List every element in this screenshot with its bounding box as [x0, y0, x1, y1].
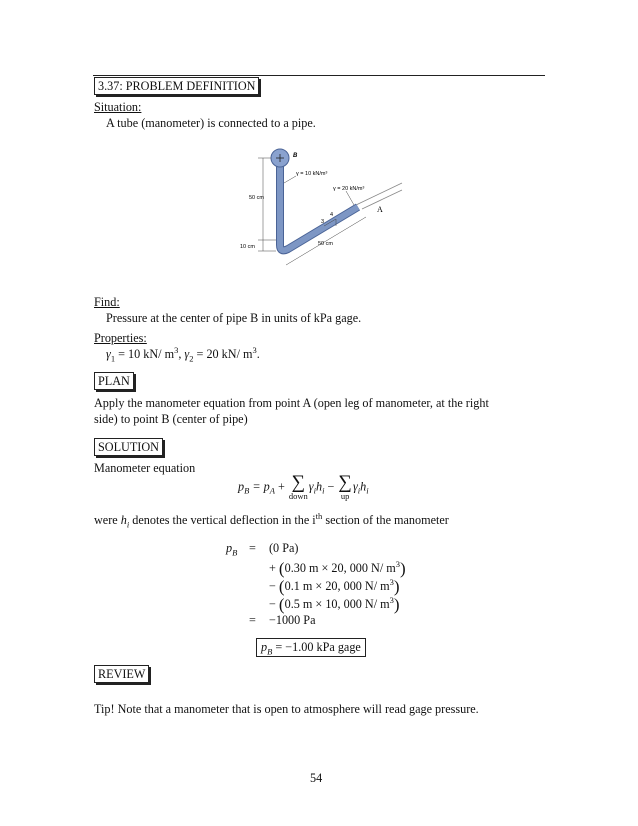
- sum-down-sigma: ∑: [291, 472, 306, 493]
- properties-end: .: [256, 347, 260, 361]
- gamma1-value: = 10 kN/ m: [115, 347, 175, 361]
- gamma2-label: γ = 20 kN/m³: [333, 186, 365, 192]
- review-text: Tip! Note that a manometer that is open to atmosphere will read gage pressure.: [94, 702, 479, 716]
- solution-label: SOLUTION: [98, 440, 159, 454]
- paren-open-4: (: [278, 595, 285, 614]
- term2-gamma-sub: i: [357, 485, 361, 496]
- note-h: h: [120, 513, 127, 527]
- plan-line-2: side) to point B (center of pipe): [94, 412, 248, 426]
- sum-down-limit: down: [288, 491, 308, 501]
- label-b: B: [293, 153, 298, 159]
- term1-h: h: [315, 479, 323, 494]
- calc-line-3: [269, 577, 400, 597]
- calc-line-2-exp: 3: [395, 558, 400, 569]
- page-number: 54: [310, 771, 323, 785]
- gamma2-symbol: γ: [184, 347, 190, 361]
- eq-plus: +: [274, 479, 288, 494]
- paren-open-2: (: [278, 559, 285, 578]
- answer-box: [256, 638, 366, 657]
- solution-intro: Manometer equation: [94, 461, 196, 475]
- gamma1-label: γ = 10 kN/m³: [296, 171, 328, 177]
- slope-run: 4: [330, 212, 334, 218]
- note-post: section of the manometer: [322, 513, 449, 527]
- answer-p: p: [261, 640, 268, 654]
- note-h-sub: i: [126, 519, 130, 530]
- slope-rise: 3: [321, 219, 325, 225]
- properties-label: Properties:: [94, 331, 147, 345]
- term2-gamma: γ: [352, 479, 358, 494]
- plan-box: [94, 372, 134, 390]
- answer-text: = −1.00 kPa gage: [272, 640, 361, 654]
- properties-sep: ,: [178, 347, 185, 361]
- term2-h: h: [360, 479, 367, 494]
- calc-line-4-text: 0.5 m × 10, 000 N/ m: [284, 597, 390, 611]
- calc-line-3-sign: −: [269, 579, 276, 593]
- answer-sub: B: [267, 646, 273, 657]
- calc-lhs: [226, 541, 237, 556]
- sum-up-sigma: ∑: [338, 472, 352, 493]
- situation-label: Situation:: [94, 100, 142, 114]
- gamma1-leader: [284, 176, 296, 183]
- dim-50cm-vertical: 50 cm: [249, 195, 264, 201]
- calc-line-4-sign: −: [269, 597, 276, 611]
- manometer-equation: [238, 474, 369, 501]
- gamma1-exp: 3: [174, 344, 179, 355]
- manometer-tube-fill: [280, 165, 358, 250]
- note-th: th: [315, 510, 323, 521]
- calc-line-3-text: 0.1 m × 20, 000 N/ m: [284, 579, 390, 593]
- calc-line-4: [269, 595, 400, 615]
- term2-h-sub: i: [366, 485, 369, 496]
- sum-down: [289, 474, 308, 501]
- plan-line-1: Apply the manometer equation from point A (open leg of manometer, at the right: [94, 396, 489, 410]
- paren-close-2: ): [400, 559, 406, 578]
- eq-mid: = p: [249, 479, 270, 494]
- calc-line-4-exp: 3: [389, 594, 394, 605]
- header-rule: [93, 75, 545, 76]
- dim-50cm-slope: 50 cm: [318, 241, 333, 247]
- calc-result: −1000 Pa: [269, 613, 316, 627]
- eq-lhs-sub: B: [244, 485, 250, 496]
- calc-line-2-sign: +: [269, 561, 276, 575]
- gamma1-sub: 1: [110, 353, 116, 364]
- calc-lhs-p: p: [226, 541, 233, 555]
- gamma1-symbol: γ: [106, 347, 111, 361]
- gamma2-value: = 20 kN/ m: [193, 347, 253, 361]
- eq-minus: −: [324, 479, 338, 494]
- calc-lhs-sub: B: [232, 547, 238, 558]
- solution-box: [94, 438, 163, 456]
- find-text: Pressure at the center of pipe B in units of kPa gage.: [106, 311, 362, 325]
- term1-gamma-sub: i: [313, 485, 316, 496]
- calc-eq-1: =: [249, 541, 256, 555]
- calc-line-3-exp: 3: [389, 576, 394, 587]
- calc-line-2-text: 0.30 m × 20, 000 N/ m: [284, 561, 396, 575]
- calc-eq-2: =: [249, 613, 256, 627]
- calc-line-1: (0 Pa): [269, 541, 299, 555]
- gamma2-leader: [346, 191, 354, 205]
- term1-h-sub: i: [322, 485, 325, 496]
- eq-lhs: p: [238, 479, 245, 494]
- note-pre: were: [94, 513, 121, 527]
- review-box: [94, 665, 149, 683]
- dim-10cm: 10 cm: [240, 244, 255, 250]
- note-mid: denotes the vertical deflection in the i: [129, 513, 316, 527]
- paren-open-3: (: [278, 577, 285, 596]
- label-a: A: [377, 205, 383, 214]
- equation-note: [94, 510, 449, 530]
- paren-close-4: ): [393, 595, 400, 614]
- paren-close-3: ): [393, 577, 400, 596]
- calc-line-2: [269, 559, 406, 579]
- gamma2-sub: 2: [189, 353, 194, 364]
- sum-up: [338, 474, 352, 501]
- manometer-figure: [236, 145, 406, 270]
- section-title-box: [94, 77, 259, 95]
- manometer-tube: [280, 165, 358, 250]
- section-title: 3.37: PROBLEM DEFINITION: [98, 79, 256, 93]
- gamma2-exp: 3: [252, 344, 257, 355]
- eq-mid-sub: A: [269, 485, 275, 496]
- term1-gamma: γ: [308, 479, 314, 494]
- plan-label: PLAN: [98, 374, 130, 388]
- properties-values: [94, 344, 260, 364]
- sum-up-limit: up: [340, 491, 350, 501]
- find-label: Find:: [94, 295, 120, 309]
- situation-text: A tube (manometer) is connected to a pipe.: [106, 116, 316, 130]
- review-label: REVIEW: [98, 667, 146, 681]
